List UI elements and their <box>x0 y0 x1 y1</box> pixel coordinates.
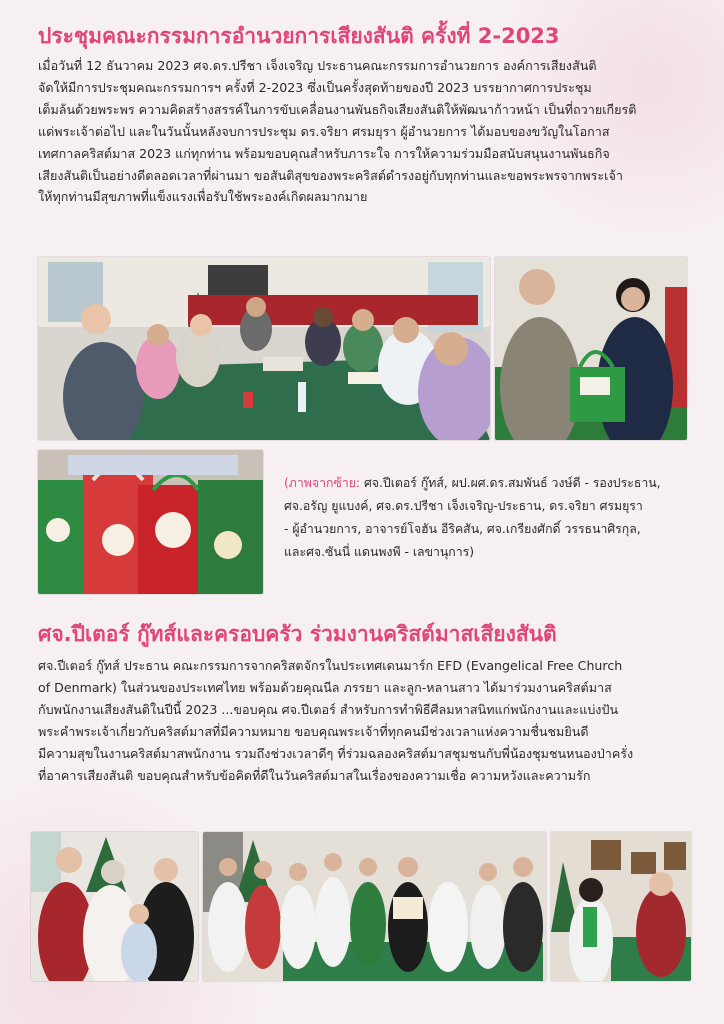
paragraph-line: กับพนักงานเสียงสันติในปีนี้ 2023 ...ขอบคุณ ศจ.ปีเตอร์ สำหรับการทำพิธีศีลมหาสนิทแก่พนักงานและแบ่งปัน <box>38 701 619 717</box>
caption-line: ศจ.อรัญ ยูแบงค์, ศจ.ดร.ปรีชา เจ็งเจริญ-ประธาน, ดร.จริยา ศรมยุรา <box>284 499 643 513</box>
caption-line: - ผู้อำนวยการ, อาจารย์โจฮัน อีริคสัน, ศจ.เกรียงศักดิ์ วรรธนาศิรกุล, <box>284 522 641 536</box>
paragraph-line: ที่อาคารเสียงสันติ ขอบคุณสำหรับข้อคิดที่ดีในวันคริสต์มาสในเรื่องของความเชื่อ ความหวังและความรัก <box>38 767 591 783</box>
paragraph-line: ศจ.ปีเตอร์ กู๊ทส์ ประธาน คณะกรรมการจากคริสตจักรในประเทศเดนมาร์ก EFD (Evangelical Free Church <box>38 658 623 673</box>
paragraph-line: จัดให้มีการประชุมคณะกรรมการฯ ครั้งที่ 2-2023 ซึ่งเป็นครั้งสุดท้ายของปี 2023 บรรยากาศการประชุม <box>38 79 592 95</box>
section1-paragraph <box>38 55 688 208</box>
paragraph-line: เทศกาลคริสต์มาส 2023 แก่ทุกท่าน พร้อมขอบคุณสำหรับภาระใจ การให้ความร่วมมือสนับสนุนงานพันธกิจ <box>38 145 610 161</box>
paragraph-line: of Denmark) ในส่วนของประเทศไทย พร้อมด้วยคุณนีล ภรรยา และลูก-หลานสาว ได้มาร่วมงานคริสต์มาส <box>38 679 612 695</box>
meeting-photo <box>38 257 490 440</box>
section1-title: ประชุมคณะกรรมการอำนวยการเสียงสันติ ครั้งที่ 2-2023 <box>38 24 560 48</box>
paragraph-line: มีความสุขในงานคริสต์มาสพนักงาน รวมถึงช่วงเวลาดีๆ ที่ร่วมฉลองคริสต์มาสชุมชนกับพี่น้องชุมชนหนองป่าครั่ง <box>38 745 634 761</box>
gift-handover-photo <box>495 257 687 440</box>
caption-line <box>284 472 690 495</box>
paragraph-line: เสียงสันติเป็นอย่างดีตลอดเวลาที่ผ่านมา ขอสันติสุขของพระคริสต์ดำรงอยู่กับทุกท่านและขอพระพรจากพระเจ้า <box>38 167 623 183</box>
paragraph-line: แด่พระเจ้าต่อไป และในวันนั้นหลังจบการประชุม ดร.จริยา ศรมยุรา ผู้อำนวยการ ได้มอบของขวัญในโอกาส <box>38 123 610 139</box>
family-photo <box>31 832 198 981</box>
caption-lead: (ภาพจากซ้าย: <box>284 476 361 490</box>
caption-line-rest: ศจ.ปีเตอร์ กู๊ทส์, ผป.ผศ.ดร.สมพันธ์ วงษ์ดี - รองประธาน, <box>360 476 661 490</box>
section2-paragraph <box>38 655 688 786</box>
paragraph-line: เมื่อวันที่ 12 ธันวาคม 2023 ศจ.ดร.ปรีชา เจ็งเจริญ ประธานคณะกรรมการอำนวยการ องค์การเสียงสันติ <box>38 58 597 73</box>
paragraph-line: พระคำพระเจ้าเกี่ยวกับคริสต์มาสที่มีความหมาย ขอบคุณพระเจ้าที่ทุกคนมีช่วงเวลาแห่งความชื่นชมยินดี <box>38 723 589 739</box>
section2-title: ศจ.ปีเตอร์ กู๊ทส์และครอบครัว ร่วมงานคริสต์มาสเสียงสันติ <box>38 622 557 646</box>
community-christmas-photo <box>551 832 691 981</box>
staff-christmas-photo <box>203 832 546 981</box>
gift-bags-photo <box>38 450 263 594</box>
paragraph-line: ให้ทุกท่านมีสุขภาพที่แข็งแรงเพื่อรับใช้พระองค์เกิดผลมากมาย <box>38 189 368 205</box>
caption-line: และศจ.ซันนี่ แดนพงพี - เลขานุการ) <box>284 545 475 559</box>
photo-caption <box>284 472 690 564</box>
paragraph-line: เต็มล้นด้วยพระพร ความคิดสร้างสรรค์ในการขับเคลื่อนงานพันธกิจเสียงสันติให้พัฒนาก้าวหน้า เป็นที่ถวายเกียรติ <box>38 101 637 117</box>
